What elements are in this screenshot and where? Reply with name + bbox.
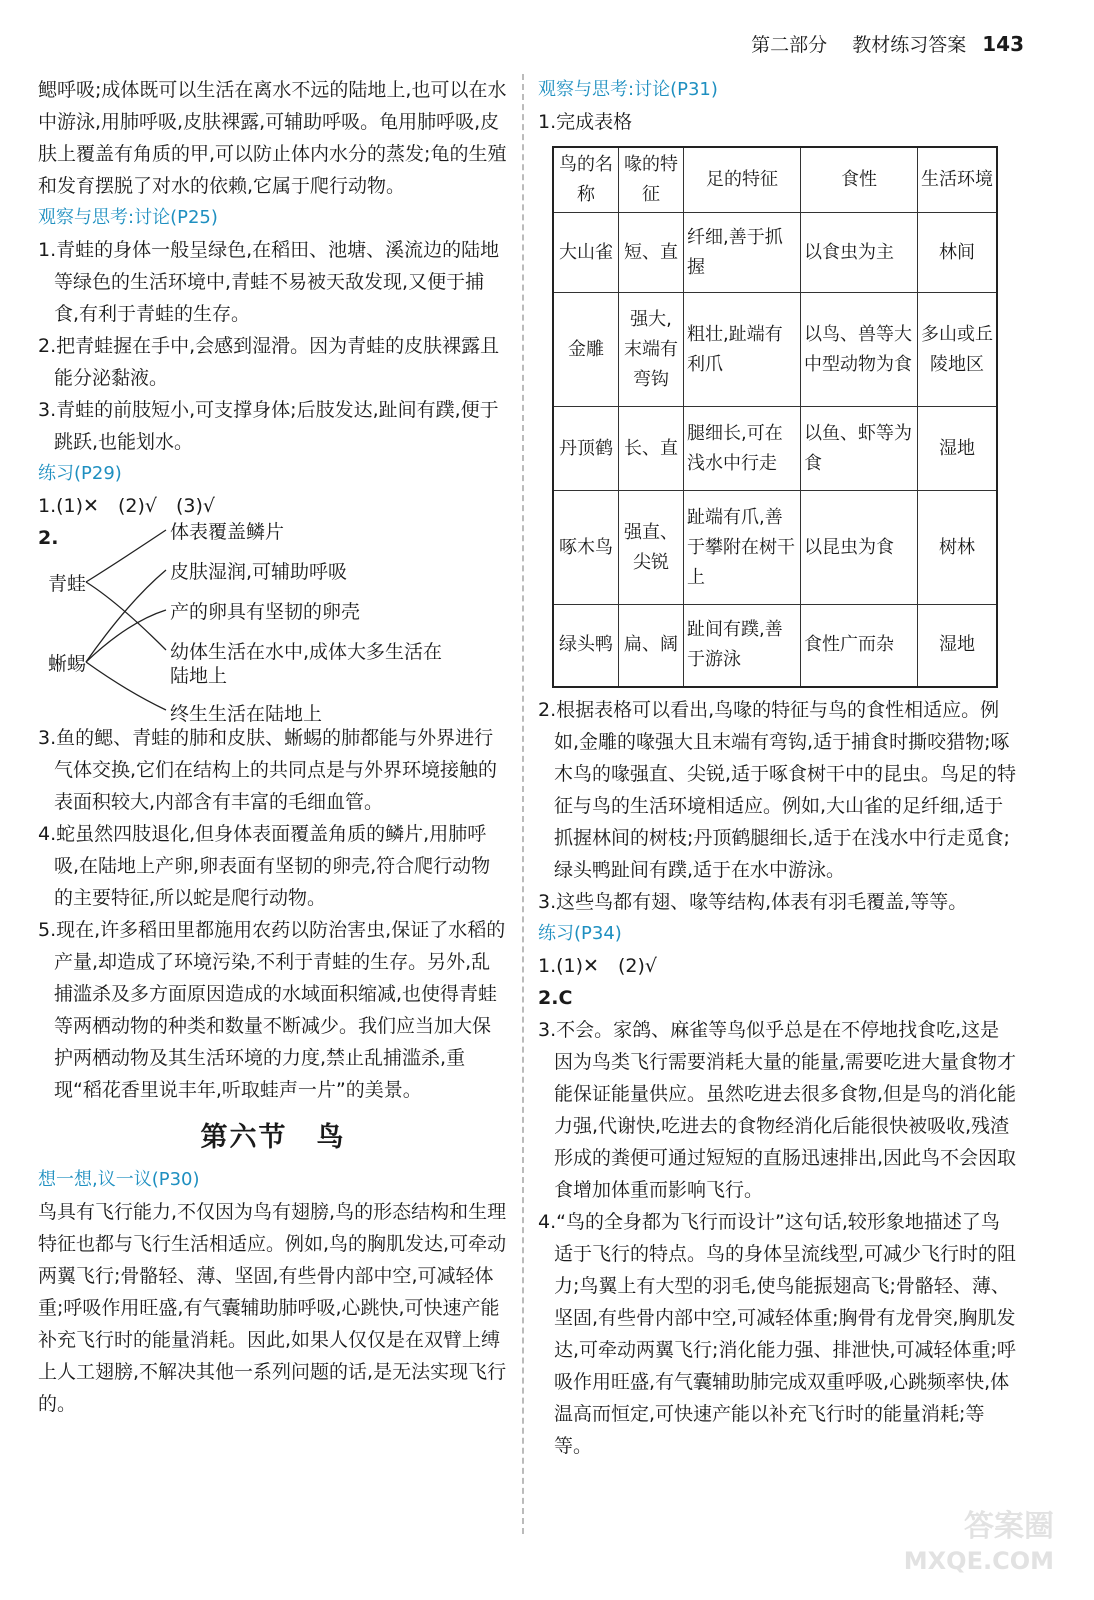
answer-p25-1: 1.青蛙的身体一般呈绿色,在稻田、池塘、溪流边的陆地等绿色的生活环境中,青蛙不易被天敌发现,又便于捕食,有利于青蛙的生存。 xyxy=(38,239,500,325)
cell: 丹顶鹤 xyxy=(553,407,619,491)
table-row xyxy=(553,491,997,605)
matching-diagram xyxy=(38,521,508,725)
answer-p25-3: 3.青蛙的前肢短小,可支撑身体;后肢发达,趾间有蹼,便于跳跃,也能划水。 xyxy=(38,399,499,453)
th-habitat: 生活环境 xyxy=(918,147,998,213)
cell: 食性广而杂 xyxy=(801,605,918,687)
cell: 湿地 xyxy=(918,407,998,491)
exercise-p29-4: 4.蛇虽然四肢退化,但身体表面覆盖角质的鳞片,用肺呼吸,在陆地上产卵,卵表面有坚韧的卵壳,符合爬行动物的主要特征,所以蛇是爬行动物。 xyxy=(38,823,491,909)
exercise-p29-5: 5.现在,许多稻田里都施用农药以防治害虫,保证了水稻的产量,却造成了环境污染,不利于青蛙的生存。另外,乱捕滥杀及多方面原因造成的水域面积缩减,也使得青蛙等两栖动物的种类和数量不断减少。我们应当加大保护两栖动物及其生活环境的力度,禁止乱捕滥杀,重现“稻花香里说丰年,听取蛙声一片”的美景。 xyxy=(38,919,506,1101)
page-number: 143 xyxy=(982,32,1024,56)
cell: 林间 xyxy=(918,213,998,293)
cell: 强直、尖锐 xyxy=(619,491,684,605)
exercise-p34-3: 3.不会。家鸽、麻雀等鸟似乎总是在不停地找食吃,这是因为鸟类飞行需要消耗大量的能量,需要吃进大量食物才能保证能量供应。虽然吃进去很多食物,但是鸟的消化能力强,代谢快,吃进去的食物经消化后能很快被吸收,残渣形成的粪便可通过短短的直肠迅速排出,因此鸟不会因取食增加体重而影响飞行。 xyxy=(538,1018,1017,1201)
exercise-p34-4: 4.“鸟的全身都为飞行而设计”这句话,较形象地描述了鸟适于飞行的特点。鸟的身体呈流线型,可减少飞行时的阻力;鸟翼上有大型的羽毛,使鸟能振翅高飞;骨骼轻、薄、坚固,有些骨内部中空,可减轻体重;胸骨有龙骨突,胸肌发达,可牵动两翼飞行;消化能力强、排泄快,可减轻体重;呼吸作用旺盛,有气囊辅助肺完成双重呼吸,心跳频率快,体温高而恒定,可快速产能以补充飞行时的能量消耗;等等。 xyxy=(538,1210,1017,1457)
match-trait-2: 皮肤湿润,可辅助呼吸 xyxy=(170,561,348,583)
exercise-p34-2: 2.C xyxy=(538,986,573,1009)
heading-p31: 观察与思考:讨论(P31) xyxy=(538,79,718,100)
cell: 树林 xyxy=(918,491,998,605)
bird-table xyxy=(552,146,998,688)
cell: 以鸟、兽等大中型动物为食 xyxy=(801,293,918,407)
cell: 以昆虫为食 xyxy=(801,491,918,605)
cell: 大山雀 xyxy=(553,213,619,293)
exercise-p29-1: 1.(1)✕ (2)√ (3)√ xyxy=(38,495,216,517)
th-name: 鸟的名称 xyxy=(553,147,619,213)
column-divider xyxy=(522,74,524,1534)
watermark-logo xyxy=(894,1510,1054,1580)
table-row xyxy=(553,605,997,687)
match-trait-5: 终生生活在陆地上 xyxy=(170,703,323,725)
cell: 金雕 xyxy=(553,293,619,407)
match-trait-3: 产的卵具有坚韧的卵壳 xyxy=(170,601,361,623)
match-trait-4b: 陆地上 xyxy=(170,665,228,687)
left-column xyxy=(38,74,508,1420)
heading-p30: 想一想,议一议(P30) xyxy=(38,1169,200,1190)
match-animal-lizard: 蜥蜴 xyxy=(48,653,87,675)
cell: 纤细,善于抓握 xyxy=(684,213,801,293)
table-row xyxy=(553,407,997,491)
exercise-p29-3: 3.鱼的鳃、青蛙的肺和皮肤、蜥蜴的肺都能与外界进行气体交换,它们在结构上的共同点是与外界环境接触的表面积较大,内部含有丰富的毛细血管。 xyxy=(38,727,498,813)
th-diet: 食性 xyxy=(801,147,918,213)
match-trait-4a: 幼体生活在水中,成体大多生活在 xyxy=(170,641,443,663)
right-column xyxy=(538,74,1018,1462)
watermark-en: MXQE.COM xyxy=(903,1547,1054,1575)
cell: 绿头鸭 xyxy=(553,605,619,687)
answer-p31-2: 2.根据表格可以看出,鸟喙的特征与鸟的食性相适应。例如,金雕的喙强大且末端有弯钩,适于捕食时撕咬猎物;啄木鸟的喙强直、尖锐,适于啄食树干中的昆虫。鸟足的特征与鸟的生活环境相适应。例如,大山雀的足纤细,适于抓握林间的树枝;丹顶鹤腿细长,适于在浅水中行走觅食;绿头鸭趾间有蹼,适于在水中游泳。 xyxy=(538,698,1017,881)
cell: 趾间有蹼,善于游泳 xyxy=(684,605,801,687)
th-beak: 喙的特征 xyxy=(619,147,684,213)
cell: 以食虫为主 xyxy=(801,213,918,293)
cell: 趾端有爪,善于攀附在树干上 xyxy=(684,491,801,605)
match-trait-1: 体表覆盖鳞片 xyxy=(170,521,285,543)
cell: 多山或丘陵地区 xyxy=(918,293,998,407)
cell: 以鱼、虾等为食 xyxy=(801,407,918,491)
table-header-row xyxy=(553,147,997,213)
exercise-p34-1: 1.(1)✕ (2)√ xyxy=(538,954,657,977)
table-row xyxy=(553,213,997,293)
cell: 扁、阔 xyxy=(619,605,684,687)
cell: 长、直 xyxy=(619,407,684,491)
header-title: 教材练习答案 xyxy=(852,34,967,56)
header-part: 第二部分 xyxy=(751,34,828,56)
answer-p25-2: 2.把青蛙握在手中,会感到湿滑。因为青蛙的皮肤裸露且能分泌黏液。 xyxy=(38,335,500,389)
intro-paragraph: 鳃呼吸;成体既可以生活在离水不远的陆地上,也可以在水中游泳,用肺呼吸,皮肤裸露,可辅助呼吸。龟用肺呼吸,皮肤上覆盖有角质的甲,可以防止体内水分的蒸发;龟的生殖和发育摆脱了对水的依赖,它属于爬行动物。 xyxy=(38,79,507,197)
match-animal-frog: 青蛙 xyxy=(48,573,87,595)
heading-p29: 练习(P29) xyxy=(38,463,122,484)
cell: 湿地 xyxy=(918,605,998,687)
cell: 短、直 xyxy=(619,213,684,293)
cell: 强大,末端有弯钩 xyxy=(619,293,684,407)
page-header xyxy=(751,30,1024,57)
section-title: 第六节 鸟 xyxy=(200,1122,346,1153)
table-row xyxy=(553,293,997,407)
th-foot: 足的特征 xyxy=(684,147,801,213)
exercise-p29-2-label: 2. xyxy=(38,527,59,549)
cell: 粗壮,趾端有利爪 xyxy=(684,293,801,407)
answer-p30: 鸟具有飞行能力,不仅因为鸟有翅膀,鸟的形态结构和生理特征也都与飞行生活相适应。例如,鸟的胸肌发达,可牵动两翼飞行;骨骼轻、薄、坚固,有些骨内部中空,可减轻体重;呼吸作用旺盛,有气囊辅助肺呼吸,心跳快,可快速产能补充飞行时的能量消耗。因此,如果人仅仅是在双臂上缚上人工翅膀,不解决其他一系列问题的话,是无法实现飞行的。 xyxy=(38,1201,507,1415)
answer-p31-3: 3.这些鸟都有翅、喙等结构,体表有羽毛覆盖,等等。 xyxy=(538,890,968,913)
heading-p34: 练习(P34) xyxy=(538,922,622,944)
watermark-cn: 答案圈 xyxy=(964,1509,1054,1544)
cell: 啄木鸟 xyxy=(553,491,619,605)
table-label: 1.完成表格 xyxy=(538,111,633,133)
heading-p25: 观察与思考:讨论(P25) xyxy=(38,207,218,228)
cell: 腿细长,可在浅水中行走 xyxy=(684,407,801,491)
